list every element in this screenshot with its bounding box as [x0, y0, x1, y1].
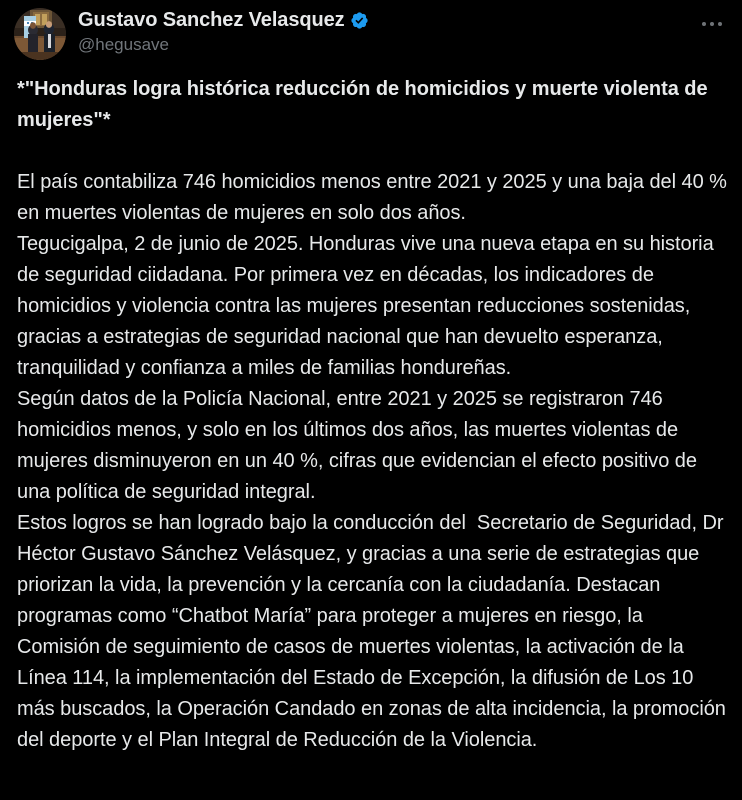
post-text-body [0, 70, 742, 756]
avatar[interactable] [14, 8, 66, 60]
dot-1 [702, 22, 706, 26]
name-row [78, 9, 369, 32]
post-paragraph: Estos logros se han logrado bajo la conducción del Secretario de Seguridad, Dr Héctor Gustavo Sánchez Velásquez, y gracias a una serie de estrategias que priorizan la vida, la prevención y la cercanía con la ciudadanía. Destacan programas como “Chatbot María” para proteger a mujeres en riesgo, la Comisión de seguimiento de casos de muertes violentas, la activación de la Línea 114, la implementación del Estado de Excepción, la difusión de Los 10 más buscados, la Operación Candado en zonas de alta incidencia, la promoción del deporte y el Plan Integral de Reducción de la Violencia. [17, 512, 732, 751]
post-headline: *"Honduras logra histórica reducción de homicidios y muerte violenta de mujeres"* [17, 78, 714, 131]
more-options-icon[interactable] [698, 18, 726, 30]
verified-badge-icon[interactable] [350, 11, 369, 30]
post-header [0, 0, 742, 70]
paragraph-spacer [17, 136, 728, 167]
post-paragraph: Tegucigalpa, 2 de junio de 2025. Honduras vive una nueva etapa en su historia de seguridad ciidadana. Por primera vez en décadas, los indicadores de homicidios y violencia contra las mujeres presentan reducciones sostenidas, gracias a estrategias de seguridad nacional que han devuelto esperanza, tranquilidad y confianza a miles de familias hondureñas. [17, 233, 720, 379]
dot-2 [710, 22, 714, 26]
post-paragraph: Según datos de la Policía Nacional, entre 2021 y 2025 se registraron 746 homicidios menos, y solo en los últimos dos años, las muertes violentas de mujeres disminuyeron en un 40 %, cifras que evidencian el efecto positivo de una política de seguridad integral. [17, 388, 703, 503]
avatar-photo [14, 8, 66, 60]
author-identity [78, 8, 369, 55]
display-name[interactable]: Gustavo Sanchez Velasquez [78, 9, 345, 31]
author-handle[interactable]: @hegusave [78, 35, 169, 54]
post-paragraph: El país contabiliza 746 homicidios menos entre 2021 y 2025 y una baja del 40 % en muertes violentas de mujeres en solo dos años. [17, 171, 733, 224]
dot-3 [718, 22, 722, 26]
